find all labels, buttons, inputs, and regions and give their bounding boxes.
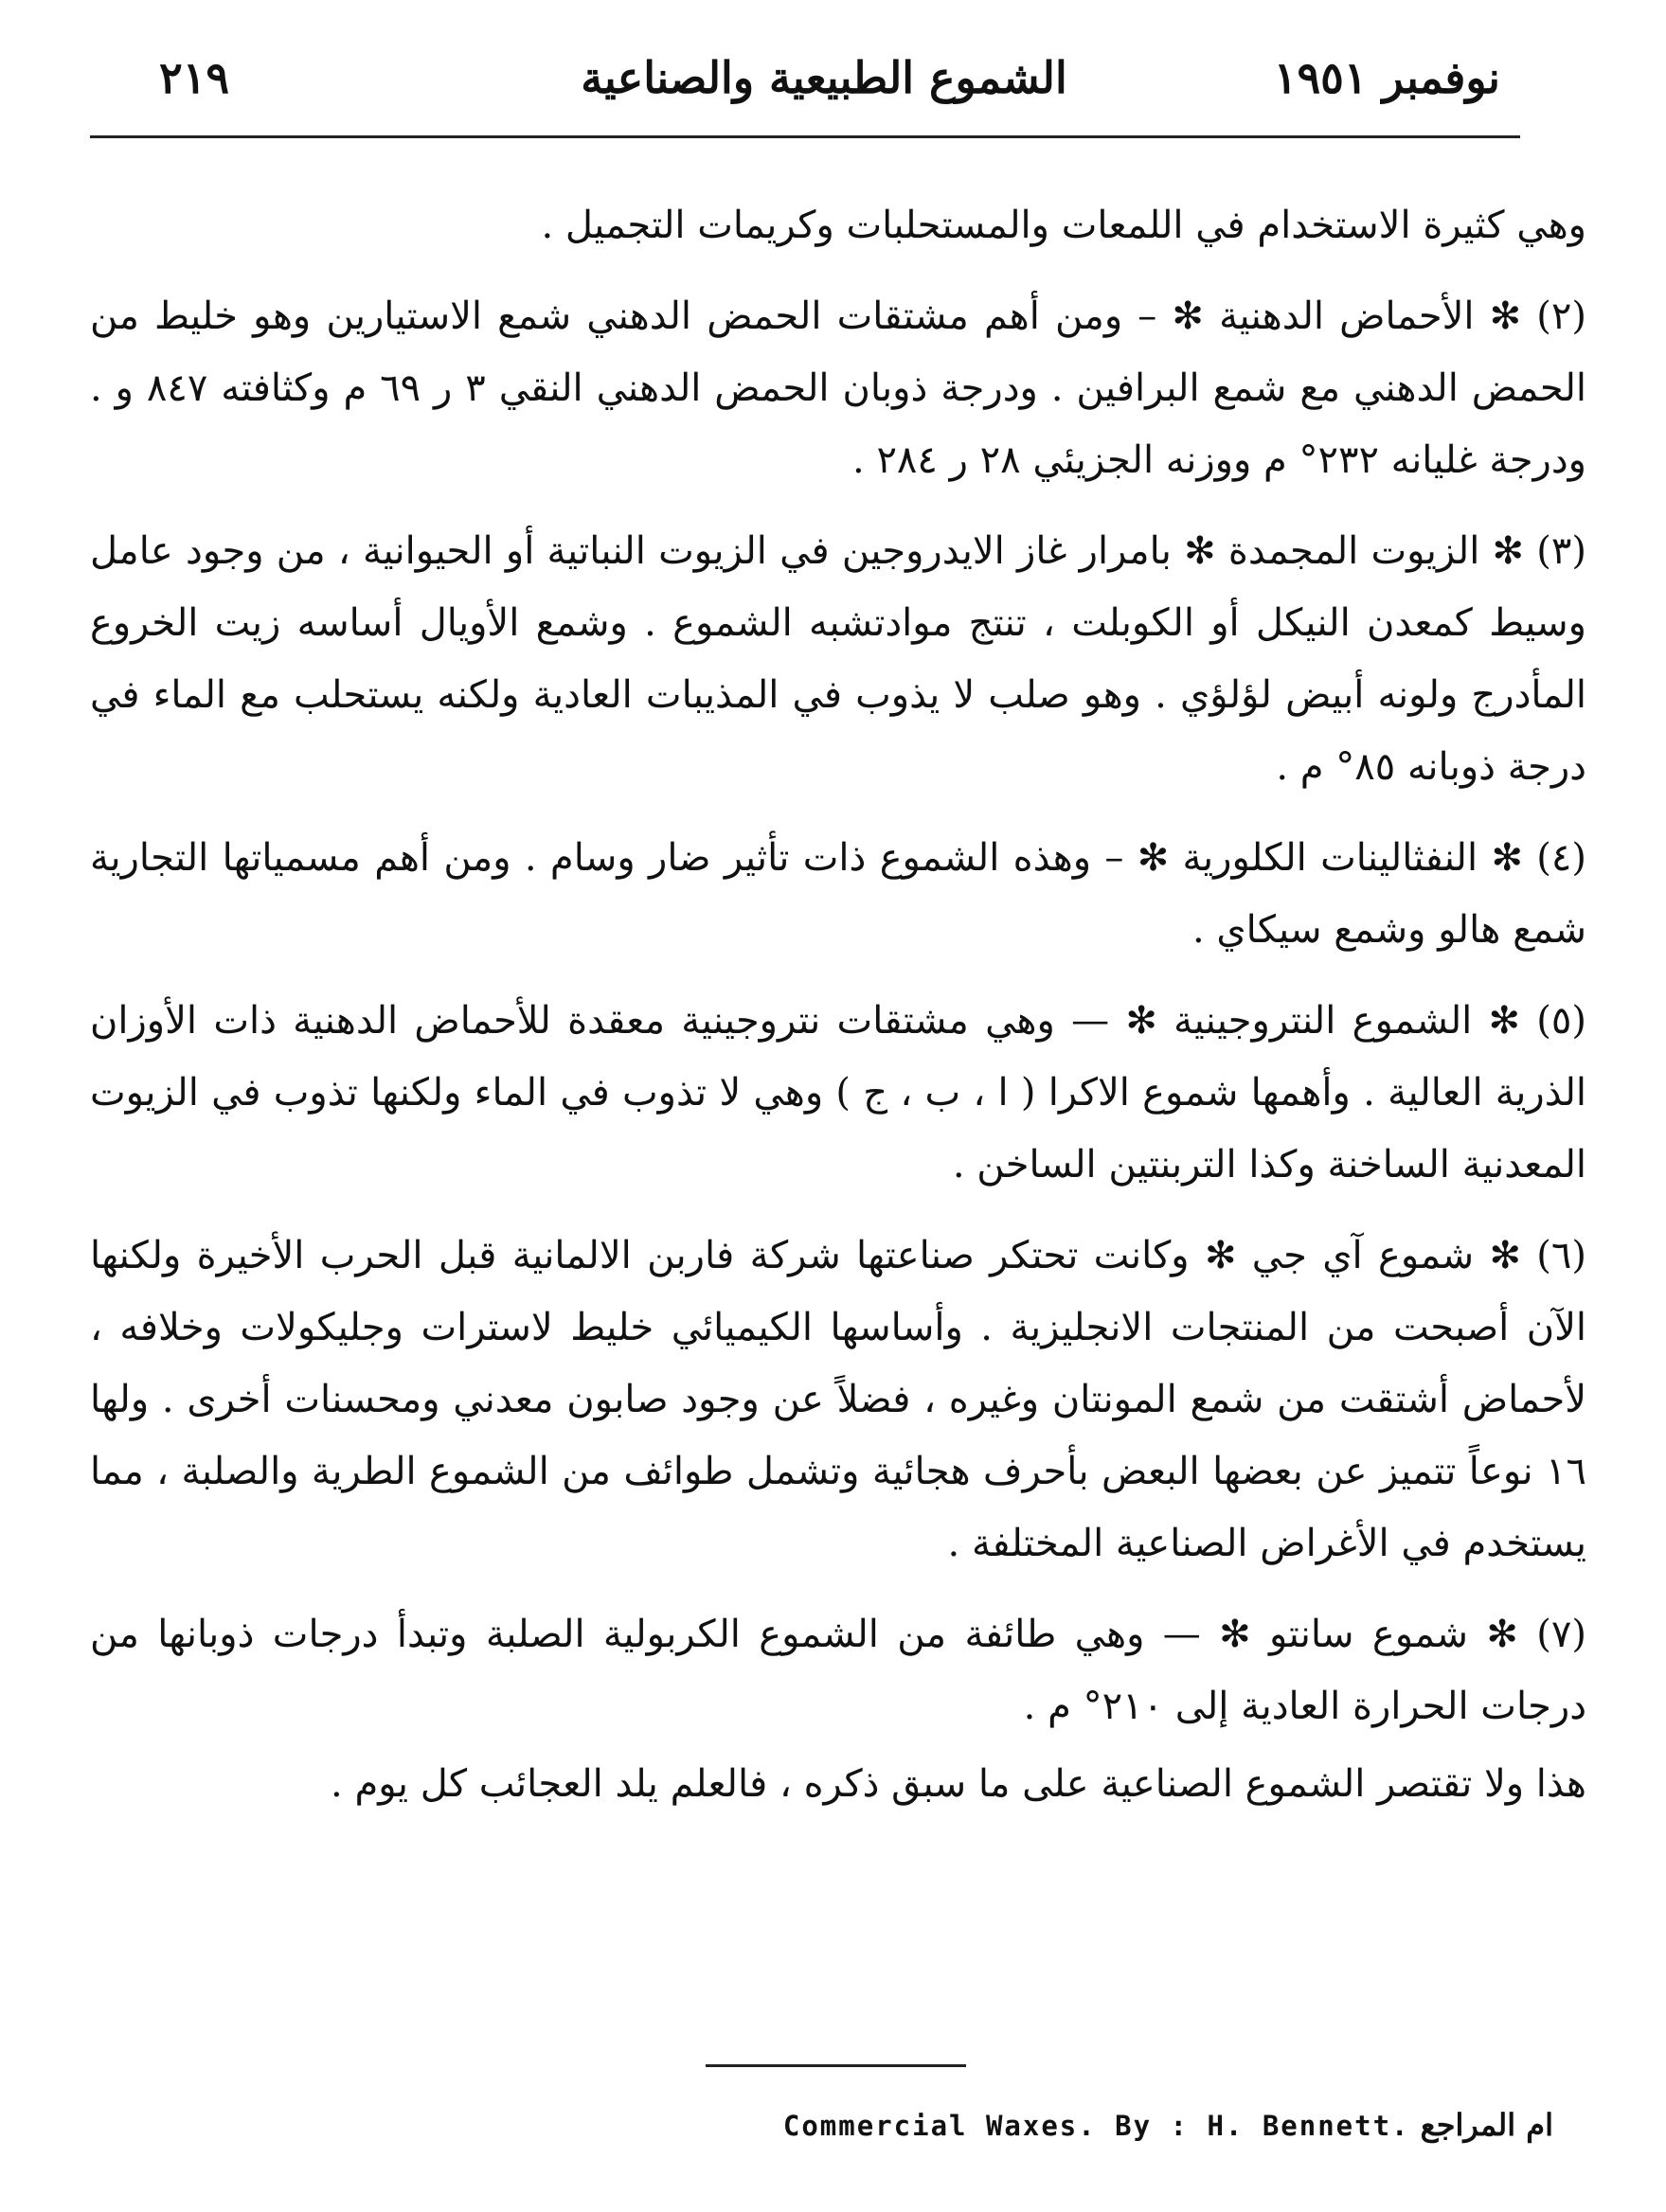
paragraph-hydrogenated-oils: (٣) ✻ الزيوت المجمدة ✻ بامرار غاز الايدروجين في الزيوت النباتية أو الحيوانية ، من وجود عامل وسيط كمعدن النيكل أو الكوبلت ، تنتج موادتشبه الشموع . وشمع الأويال أساسه زيت الخروع المأدرج ولونه أبيض لؤلؤي . وهو صلب لا يذوب في المذيبات العادية ولكنه يستحلب مع الماء في درجة ذوبانه ٨٥° م . bbox=[90, 529, 1586, 789]
footnote-divider bbox=[706, 2064, 966, 2067]
paragraph-conclusion: هذا ولا تقتصر الشموع الصناعية على ما سبق ذكره ، فالعلم يلد العجائب كل يوم . bbox=[331, 1762, 1586, 1806]
footnote-reference: Commercial Waxes. By : H. Bennett. bbox=[782, 2110, 1410, 2142]
header-divider bbox=[90, 135, 1520, 138]
paragraph-chlorinated-naphthalenes: (٤) ✻ النفثالينات الكلورية ✻ – وهذه الشموع ذات تأثير ضار وسام . ومن أهم مسمياتها التجارية شمع هالو وشمع سيكاي . bbox=[90, 836, 1586, 952]
footnote-label: ام المراجع bbox=[1420, 2107, 1553, 2143]
page-header bbox=[142, 52, 1506, 128]
paragraph-fatty-acids: (٢) ✻ الأحماض الدهنية ✻ – ومن أهم مشتقات الحمض الدهني شمع الاستيارين وهو خليط من الحمض الدهني مع شمع البرافين . ودرجة ذوبان الحمض الدهني النقي ٣ ر ٦٩ م وكثافته ٨٤٧ و . ودرجة غليانه ٢٣٢° م ووزنه الجزيئي ٢٨ ر ٢٨٤ . bbox=[90, 294, 1586, 482]
issue-date: نوفمبر ١٩٥١ bbox=[1273, 52, 1500, 103]
paragraph-nitrogen-waxes: (٥) ✻ الشموع النتروجينية ✻ — وهي مشتقات نتروجينية معقدة للأحماض الدهنية ذات الأوزان الذرية العالية . وأهمها شموع الاكرا ( ا ، ب ، ج ) وهي لا تذوب في الماء ولكنها تذوب في الزيوت المعدنية الساخنة وكذا التربنتين الساخن . bbox=[90, 999, 1586, 1186]
paragraph-santo-waxes: (٧) ✻ شموع سانتو ✻ — وهي طائفة من الشموع الكربولية الصلبة وتبدأ درجات ذوبانها من درجات الحرارة العادية إلى ٢١٠° م . bbox=[90, 1613, 1586, 1728]
running-title: الشموع الطبيعية والصناعية bbox=[581, 52, 1067, 103]
article-body bbox=[90, 189, 1586, 1839]
page-number: ٢١٩ bbox=[159, 52, 230, 103]
paragraph-ig-waxes: (٦) ✻ شموع آي جي ✻ وكانت تحتكر صناعتها شركة فاربن الالمانية قبل الحرب الأخيرة ولكنها الآن أصبحت من المنتجات الانجليزية . وأساسها الكيميائي خليط لاسترات وجليكولات وخلافه ، لأحماض أشتقت من شمع المونتان وغيره ، فضلاً عن وجود صابون معدني ومحسنات أخرى . ولها ١٦ نوعاً تتميز عن بعضها البعض بأحرف هجائية وتشمل طوائف من الشموع الطرية والصلبة ، مما يستخدم في الأغراض الصناعية المختلفة . bbox=[90, 1234, 1586, 1565]
footnote bbox=[682, 2107, 1553, 2143]
paragraph-intro: وهي كثيرة الاستخدام في اللمعات والمستحلبات وكريمات التجميل . bbox=[541, 204, 1586, 247]
